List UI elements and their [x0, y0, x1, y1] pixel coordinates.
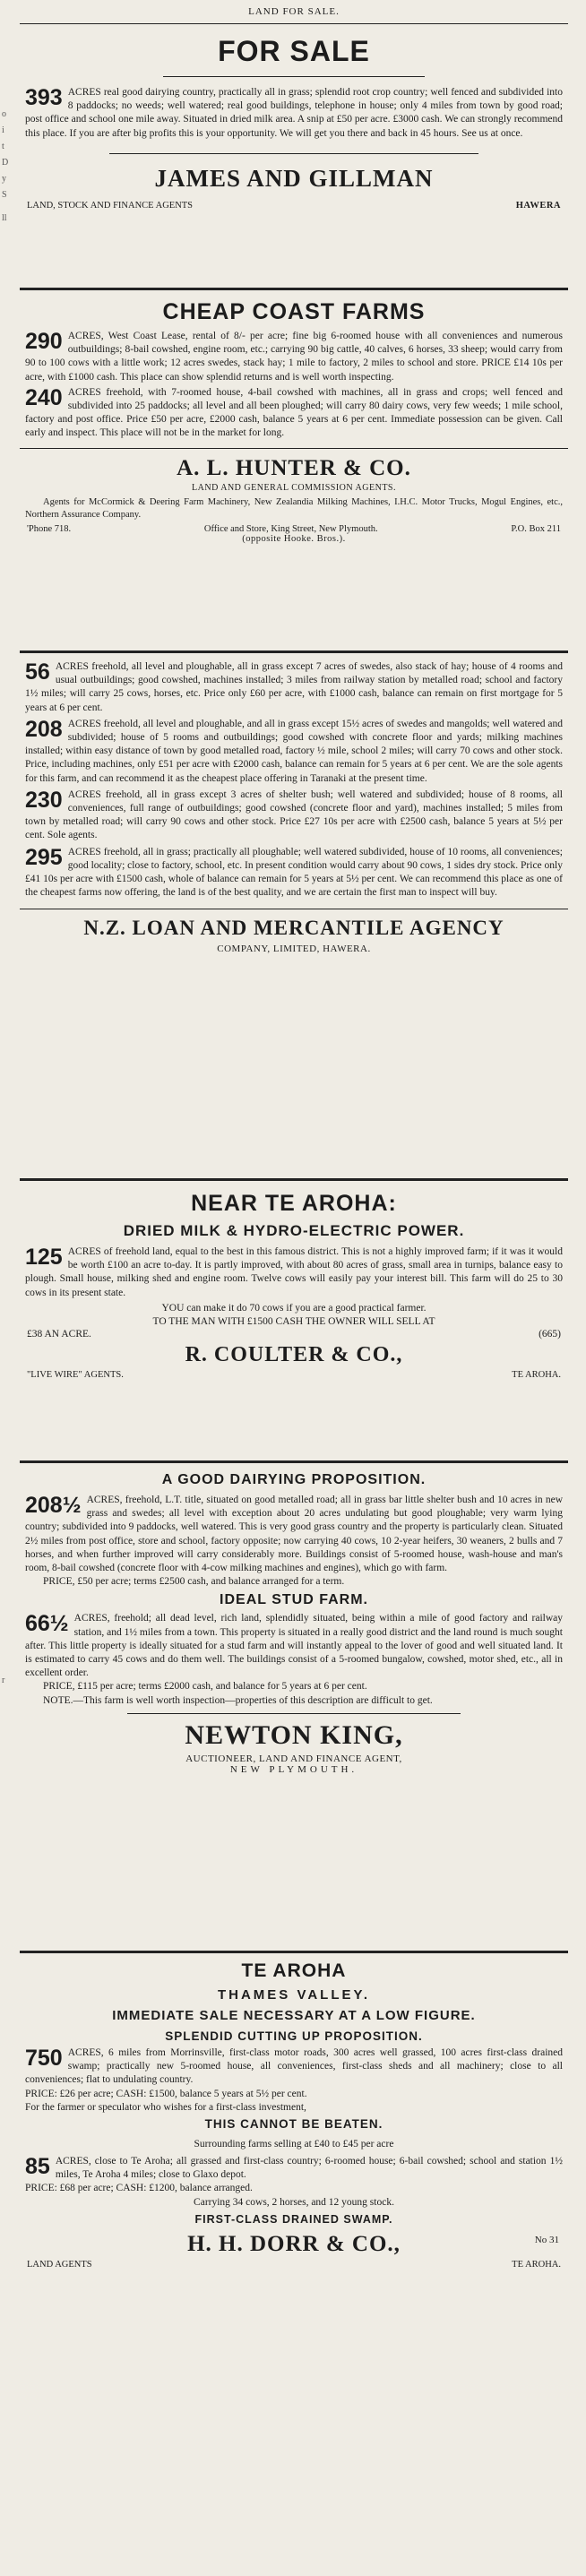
listing-number: 240: [25, 385, 63, 410]
listing-text: ACRES, freehold; all dead level, rich land, splendidly situated, being within a mile of good factory and railway station, and 1½ miles from a town. This property is situated in a really good district and the land round is much sought after. This little property is ideally situated for a stud farm and will instantly appeal to the lover of good and well situated land. It is estimated to carry 45 cows and do them well. The buildings consist of a 5-roomed bungalow, cowshed, motor shed, etc., all in excellent order.: [25, 1613, 563, 1679]
agent-name-row: [20, 2229, 568, 2260]
listing-text: ACRES freehold, with 7-roomed house, 4-bail cowshed with machines, all in grass and crops; well fenced and subdivided into 25 paddocks; all level and all been ploughed; will carry 80 dairy cows, very few weeds; 1 mile school, factory and post office. Price £50 per acre, £2000 cash, balance 5 years at 6 per cent. Immediate possession can be given. Call early and inspect. This place will not be in the market for long.: [25, 386, 563, 439]
listing-number: 230: [25, 788, 63, 813]
agent-name: N.Z. LOAN AND MERCANTILE AGENCY: [83, 917, 504, 940]
margin-char: D: [2, 158, 9, 168]
ad-emphasis: FIRST-CLASS DRAINED SWAMP.: [194, 2212, 393, 2226]
ad-note: NOTE.—This farm is well worth inspection—properties of this description are difficult to get.: [43, 1694, 433, 1706]
ad-line: £38 AN ACRE.: [27, 1328, 91, 1340]
ad-heading: TE AROHA: [241, 1960, 347, 1981]
agent-desc: LAND AND GENERAL COMMISSION AGENTS.: [192, 482, 396, 493]
ad-hunter: [20, 290, 568, 650]
agent-name: R. COULTER & CO.,: [185, 1342, 403, 1366]
ad-heading-2: THAMES VALLEY.: [217, 1987, 371, 2003]
listing-66-half: [20, 1612, 568, 1680]
ad-heading-2: IDEAL STUD FARM.: [220, 1592, 368, 1608]
listing-text: ACRES, freehold, L.T. title, situated on good metalled road; all in grass bar little shelter bush and 10 acres in new grass and swedes; all level with exception about 20 acres undulating but good ploughable; very warm lying country; subdivided into 9 paddocks, well watered. This is very good grass country and the property is particularly clean. Situated 2½ miles from post office, store and school, factory opposite; now carrying 40 cows, 10 2-year heifers, 30 weaners, 2 bulls and 7 horses, and when further improved will carry considerably more. Buildings consist of 5-roomed house, wash-house and man's room, 8-bail cowshed (concrete floor with 4-cow milking machines and engines), which go with farm.: [25, 1495, 563, 1574]
ad-ref: No 31: [534, 2234, 559, 2245]
margin-char: t: [2, 142, 4, 151]
listing-56: [20, 660, 568, 715]
divider: [163, 76, 425, 77]
listing-text: ACRES freehold, all in grass; practically all ploughable; well watered subdivided, house of 10 rooms, all conveniences; good locality; close to factory, school, etc. In present condition would carry about 90 cows, 1 sides dry stock. Price only £41 10s per acre with £1500 cash, whole of balance can remain for 5 years at 5½ per cent. We can recommend this place as one of the cheapest farms now offering, the land is of the best quality, and we are certain the first man to inspect will buy.: [25, 846, 563, 899]
margin-char: i: [2, 125, 4, 135]
ad-newton-king: [20, 1463, 568, 1951]
agent-line: [20, 201, 568, 211]
price-line: PRICE: £26 per acre; CASH: £1500, balance 5 years at 5½ per cent.: [25, 2088, 307, 2099]
listing-number: 208: [25, 717, 63, 742]
agent-desc: AUCTIONEER, LAND AND FINANCE AGENT,: [185, 1753, 402, 1764]
listing-text: ACRES, 6 miles from Morrinsville, first-class motor roads, 300 acres well grassed, 100 acres first-class drained swamp; practically new 5-roomed house, all conveniences, first-class sheds and all machinery; close to all conveniences; flat to undulating country.: [25, 2047, 563, 2086]
agent-name: A. L. HUNTER & CO.: [177, 455, 411, 480]
ad-heading-4: SPLENDID CUTTING UP PROPOSITION.: [165, 2029, 423, 2043]
margin-char: o: [2, 109, 6, 119]
margin-char: y: [2, 174, 6, 184]
listing-number: 750: [25, 2046, 63, 2071]
agent-desc: LAND, STOCK AND FINANCE AGENTS: [27, 200, 194, 211]
ad-line: Carrying 34 cows, 2 horses, and 12 young stock.: [194, 2196, 394, 2208]
po-box: P.O. Box 211: [511, 523, 561, 534]
listing-number: 56: [25, 660, 50, 685]
agent-town: TE AROHA.: [512, 1369, 561, 1380]
listing-208: [20, 718, 568, 786]
ad-heading: NEAR TE AROHA:: [191, 1191, 397, 1216]
agent-name: H. H. DORR & CO.,: [187, 2231, 401, 2256]
agent-slogan: "LIVE WIRE" AGENTS.: [27, 1369, 124, 1380]
ad-line: Surrounding farms selling at £40 to £45 per acre: [194, 2139, 394, 2150]
agent-town: HAWERA: [515, 200, 561, 211]
ad-heading: A GOOD DAIRYING PROPOSITION.: [161, 1472, 427, 1487]
ad-emphasis: THIS CANNOT BE BEATEN.: [204, 2117, 383, 2132]
listing-number: 85: [25, 2155, 50, 2180]
agent-town: NEW PLYMOUTH.: [229, 1763, 358, 1775]
listing-text: ACRES freehold, all in grass except 3 acres of shelter bush; well watered and subdivided; house of 8 rooms, all conveniences, full range of outbuildings; good cowshed (concrete floor and yard), machines installed; 5 miles from town by metalled road; will carry 90 cows and other stock. Price £27 10s per acre with £2500 cash, balance 5 years at 5½ per cent. Sole agents.: [25, 788, 563, 841]
listing-number: 290: [25, 330, 63, 354]
column-header: LAND FOR SALE.: [248, 6, 340, 17]
listing-number: 208½: [25, 1494, 82, 1518]
agent-blurb: Agents for McCormick & Deering Farm Machinery, New Zealandia Milking Machines, I.H.C. Motor Trucks, Mogul Engines, etc., Northern Assurance Company.: [25, 496, 563, 520]
ad-subheading: DRIED MILK & HYDRO-ELECTRIC POWER.: [123, 1222, 465, 1239]
ad-nz-loan: [20, 653, 568, 1178]
listing-number: 66½: [25, 1612, 69, 1637]
listing-295: [20, 846, 568, 900]
listing-393: [20, 86, 568, 141]
ad-james-gillman: [20, 24, 568, 288]
phone-number: 'Phone 718.: [27, 523, 72, 534]
divider: [127, 1713, 461, 1714]
listing-text: ACRES of freehold land, equal to the best in this famous district. This is not a highly improved farm; if it was it would be worth £100 an acre to-day. It is partly improved, with about 80 acres of grass, small area in turnips, balance easy to plough. Small house, milking shed and engine room. Twelve cows will easily pay your interest bill. This farm will do 25 to 30 cows in its present state.: [25, 1246, 563, 1298]
listing-230: [20, 788, 568, 843]
ad-line: For the farmer or speculator who wishes for a first-class investment,: [25, 2101, 306, 2113]
margin-char: r: [2, 1676, 5, 1685]
listing-text: ACRES, West Coast Lease, rental of 8/- per acre; fine big 6-roomed house with all conveniences and numerous outbuildings; 8-bail cowshed, engine room, etc.; carrying 90 big cattle, 40 calves, 6 horses, 33 sheep; would carry from 90 to 100 cows with a little work; 12 acres swedes, stack hay; 1 mile to factory, 2 miles to school and store. PRICE £14 10s per acre, with £1000 cash. This place can show splendid returns and is well worth inspecting.: [25, 331, 563, 383]
listing-text: ACRES, close to Te Aroha; all grassed and first-class country; 6-roomed house; 6-bail cowshed; school and station 1½ miles, Te Aroha 4 miles; close to Glaxo depot.: [55, 2156, 563, 2181]
listing-number: 125: [25, 1245, 63, 1270]
divider: [109, 153, 478, 154]
listing-text: ACRES freehold, all level and ploughable, and all in grass except 15½ acres of swedes and mangolds; well watered and subdivided; house of 5 rooms and outbuildings; good cowshed with concrete floor and yards; milking machines installed; within easy distance of town by good metalled road, factory ½ mile, school 2 miles; will carry 70 cows and other stock. Price, including machines, only £51 per acre with £2000 cash, balance can remain for 5 years at 6 per cent. We are the sole agents for this farm, and can recommend it as the cheapest place offering in Taranaki at the present time.: [25, 718, 563, 784]
listing-290: [20, 330, 568, 384]
price-line: PRICE, £50 per acre; terms £2500 cash, and balance arranged for a term.: [43, 1576, 345, 1588]
left-margin-edge: [0, 0, 13, 2576]
listing-number: 393: [25, 86, 63, 110]
listing-text: ACRES real good dairying country, practically all in grass; splendid root crop country; well fenced and subdivided into 8 paddocks; no weeds; well watered; real good buildings, telephone in house; only 4 miles from town by good road; post office and school one mile away. Situated in dried milk area. A snip at £50 per acre. £3000 cash. We can strongly recommend this place. If you are after big profits this is your opportunity. We will get you there and back in 45 hours. See us at once.: [25, 87, 563, 139]
listing-125: [20, 1245, 568, 1300]
newspaper-column: [20, 0, 568, 2482]
agent-desc: COMPANY, LIMITED, HAWERA.: [217, 943, 371, 955]
listing-text: ACRES freehold, all level and ploughable, all in grass except 7 acres of swedes, also stack of hay; house of 4 rooms and usual outbuildings; good cowshed, machines installed; 3 miles from railway station by metalled road; school and factory 1½ miles; will carry 25 cows, horses, etc. Price only £60 per acre, with £1000 cash, balance can remain on first mortgage for 5 years at 6 per cent.: [25, 661, 563, 713]
ad-heading-3: IMMEDIATE SALE NECESSARY AT A LOW FIGURE.: [112, 2008, 476, 2023]
margin-char: ll: [2, 213, 7, 223]
agent-line: [20, 2260, 568, 2270]
listing-number: 295: [25, 845, 63, 870]
ad-coulter: [20, 1181, 568, 1460]
ad-ref: (665): [539, 1328, 561, 1340]
price-line: PRICE: £68 per acre; CASH: £1200, balance arranged.: [25, 2183, 253, 2194]
agent-name: JAMES AND GILLMAN: [154, 164, 434, 192]
margin-char: S: [2, 190, 7, 200]
opposite-note: (opposite Hooke. Bros.).: [242, 533, 346, 544]
price-line: PRICE, £115 per acre; terms £2000 cash, and balance for 5 years at 6 per cent.: [43, 1681, 367, 1693]
agent-line: [20, 1370, 568, 1380]
agent-town: TE AROHA.: [512, 2259, 561, 2270]
agent-name: NEWTON KING,: [185, 1719, 403, 1750]
listing-85: [20, 2155, 568, 2182]
ad-line: YOU can make it do 70 cows if you are a good practical farmer.: [161, 1302, 427, 1314]
ad-heading: FOR SALE: [218, 35, 370, 67]
agent-contact-row: [20, 524, 568, 534]
listing-208-half: [20, 1494, 568, 1575]
listing-750: [20, 2046, 568, 2088]
ad-heading: CHEAP COAST FARMS: [162, 299, 426, 324]
divider: [20, 448, 568, 449]
ad-line-row: [20, 1329, 568, 1340]
ad-dorr: [20, 1953, 568, 2482]
listing-240: [20, 386, 568, 441]
office-address: Office and Store, King Street, New Plymouth.: [203, 523, 378, 534]
ad-line: TO THE MAN WITH £1500 CASH THE OWNER WILL SELL AT: [152, 1315, 435, 1327]
agent-desc: LAND AGENTS: [27, 2259, 92, 2270]
